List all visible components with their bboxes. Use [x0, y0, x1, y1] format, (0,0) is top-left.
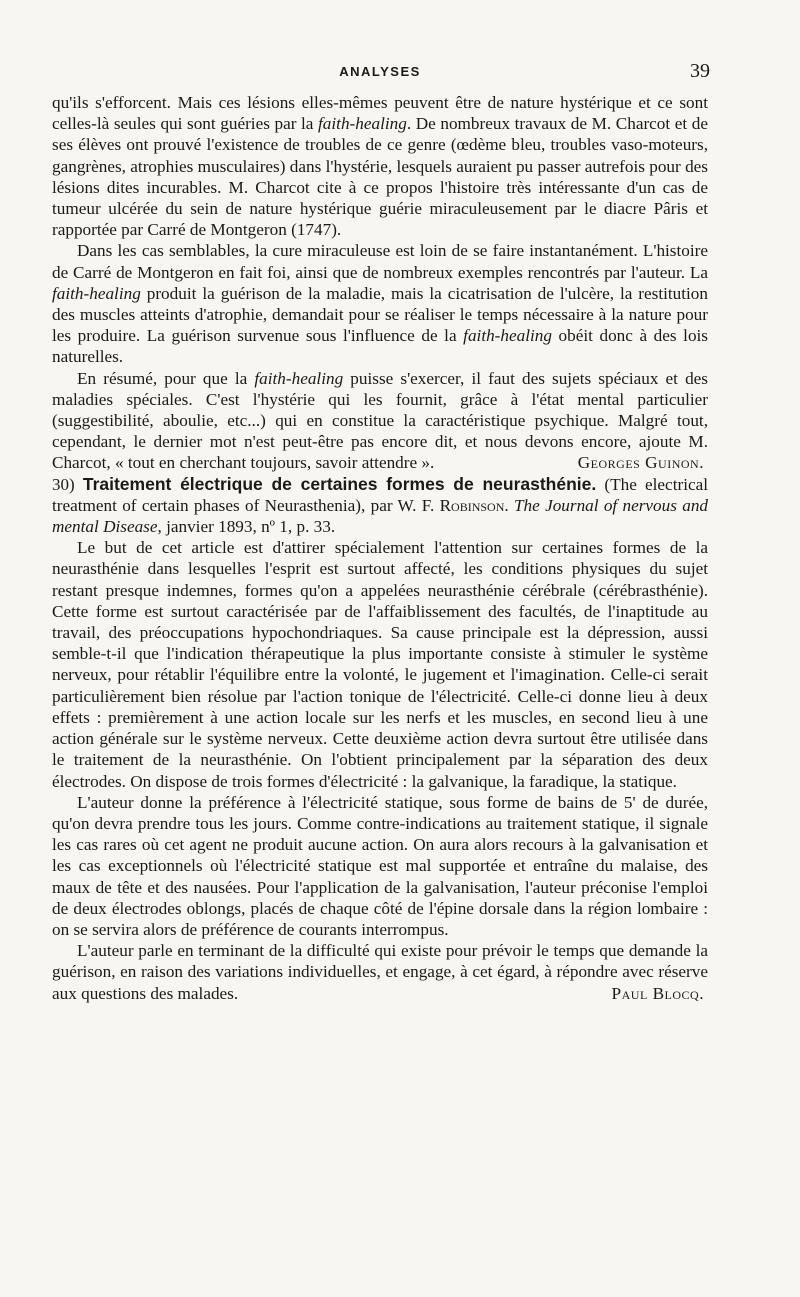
- review1-paragraph-1: qu'ils s'efforcent. Mais ces lésions elles-mêmes peuvent être de nature hystérique et ce sont celles-là seules qui sont guéries par la faith-healing. De nombreux travaux de M. Charcot et de ses élèves ont prouvé l'existence de troubles de ce genre (œdème bleu, troubles vaso-moteurs, gangrènes, atrophies musculaires) dans l'hystérie, lesquels auraient pu passer autrefois pour des lésions dites incurables. M. Charcot cite à ce propos l'histoire très intéressante d'un cas de tumeur ulcérée du sein de nature hystérique guérie miraculeusement par le diacre Pâris et rapportée par Carré de Montgeron (1747).: [52, 93, 708, 240]
- review1-paragraph-3: En résumé, pour que la faith-healing puisse s'exercer, il faut des sujets spéciaux et des maladies spéciales. C'est l'hystérie qui les fournit, grâce à l'état mental particulier (suggestibilité, aboulie, etc...) qui en constitue la caractéristique psychique. Malgré tout, cependant, le dernier mot n'est peut-être pas encore dit, et nous devons encore, ajoute M. Charcot, « tout en cherchant toujours, savoir attendre ». Georges Guinon.: [52, 368, 708, 473]
- review2-paragraph-2: L'auteur donne la préférence à l'électricité statique, sous forme de bains de 5' de durée, qu'on devra prendre tous les jours. Comme contre-indications au traitement statique, il signale les cas rares où cet agent ne produit aucune action. On aura alors recours à la galvanisation et les cas exceptionnels où l'électricité statique est mal supportée et entraîne du malaise, des maux de tête et des nausées. Pour l'application de la galvanisation, l'auteur préconise l'emploi de deux électrodes oblongs, placés de chaque côté de l'épine dorsale dans la région lombaire : on se servira alors de préférence de courants interrompus.: [52, 792, 708, 939]
- page-number: 39: [690, 60, 710, 82]
- review2-signature: Paul Blocq.: [611, 983, 704, 1003]
- review-author: Robinson.: [439, 495, 509, 515]
- review-title: Traitement électrique de certaines formes de neurasthénie.: [82, 473, 597, 494]
- review1-paragraph-2: Dans les cas semblables, la cure miraculeuse est loin de se faire instantanément. L'histoire de Carré de Montgeron en fait foi, ainsi que de nombreux exemples rencontrés par l'auteur. La faith-healing produit la guérison de la maladie, mais la cicatrisation de l'ulcère, la restitution des muscles atteints d'atrophie, demandait pour se réaliser le temps nécessaire à la nature pour les produire. La guérison survenue sous l'influence de la faith-healing obéit donc à des lois naturelles.: [52, 241, 708, 367]
- review-journal: The Journal of nervous and mental Disease,: [52, 495, 709, 537]
- review2-heading: [52, 474, 708, 538]
- review-subtitle: (The electrical treatment of certain phases of Neurasthenia), par W. F.: [52, 474, 708, 515]
- review2-paragraph-1: Le but de cet article est d'attirer spécialement l'attention sur certaines formes de la neurasthénie dans lesquelles l'esprit est surtout affecté, les conditions physiques du sujet restant presque indemnes, formes qu'on a appelées neurasthénie cérébrale (cérébrasthénie). Cette forme est surtout caractérisée par de l'affaiblissement des facultés, de l'inaptitude au travail, des préoccupations hypochondriaques. Sa cause principale est la dépression, aussi semble-t-il que l'indication thérapeutique la plus importante consiste à stimuler le système nerveux, pour rétablir l'équilibre entre la volonté, le jugement et l'imagination. Celle-ci serait particulièrement bien résolue par l'action tonique de l'électricité. Celle-ci donne lieu à deux effets : premièrement à une action locale sur les nerfs et les muscles, en second lieu à une action générale sur le système nerveux. Cette deuxième action devra surtout être utilisée dans le traitement de la neurasthénie. On l'obtient principalement par la séparation des deux électrodes. On dispose de trois formes d'électricité : la galvanique, la faradique, la statique.: [52, 538, 708, 791]
- faith-healing-term: faith-healing: [318, 114, 407, 134]
- body-text: [52, 92, 708, 1004]
- running-title: ANALYSES: [339, 64, 421, 79]
- faith-healing-term: faith-healing: [254, 368, 344, 388]
- review1-signature: Georges Guinon.: [577, 453, 704, 473]
- faith-healing-term: faith-healing: [52, 283, 141, 303]
- review-number: 30): [52, 474, 75, 494]
- review-citation: janvier 1893, nº 1, p. 33.: [161, 517, 336, 537]
- faith-healing-term: faith-healing: [463, 326, 552, 346]
- page-header: [52, 60, 708, 84]
- review2-paragraph-3: L'auteur parle en terminant de la difficulté qui existe pour prévoir le temps que demande la guérison, en raison des variations individuelles, et engage, à cet égard, à répondre avec réserve aux questions des malades. Paul Blocq.: [52, 941, 708, 1003]
